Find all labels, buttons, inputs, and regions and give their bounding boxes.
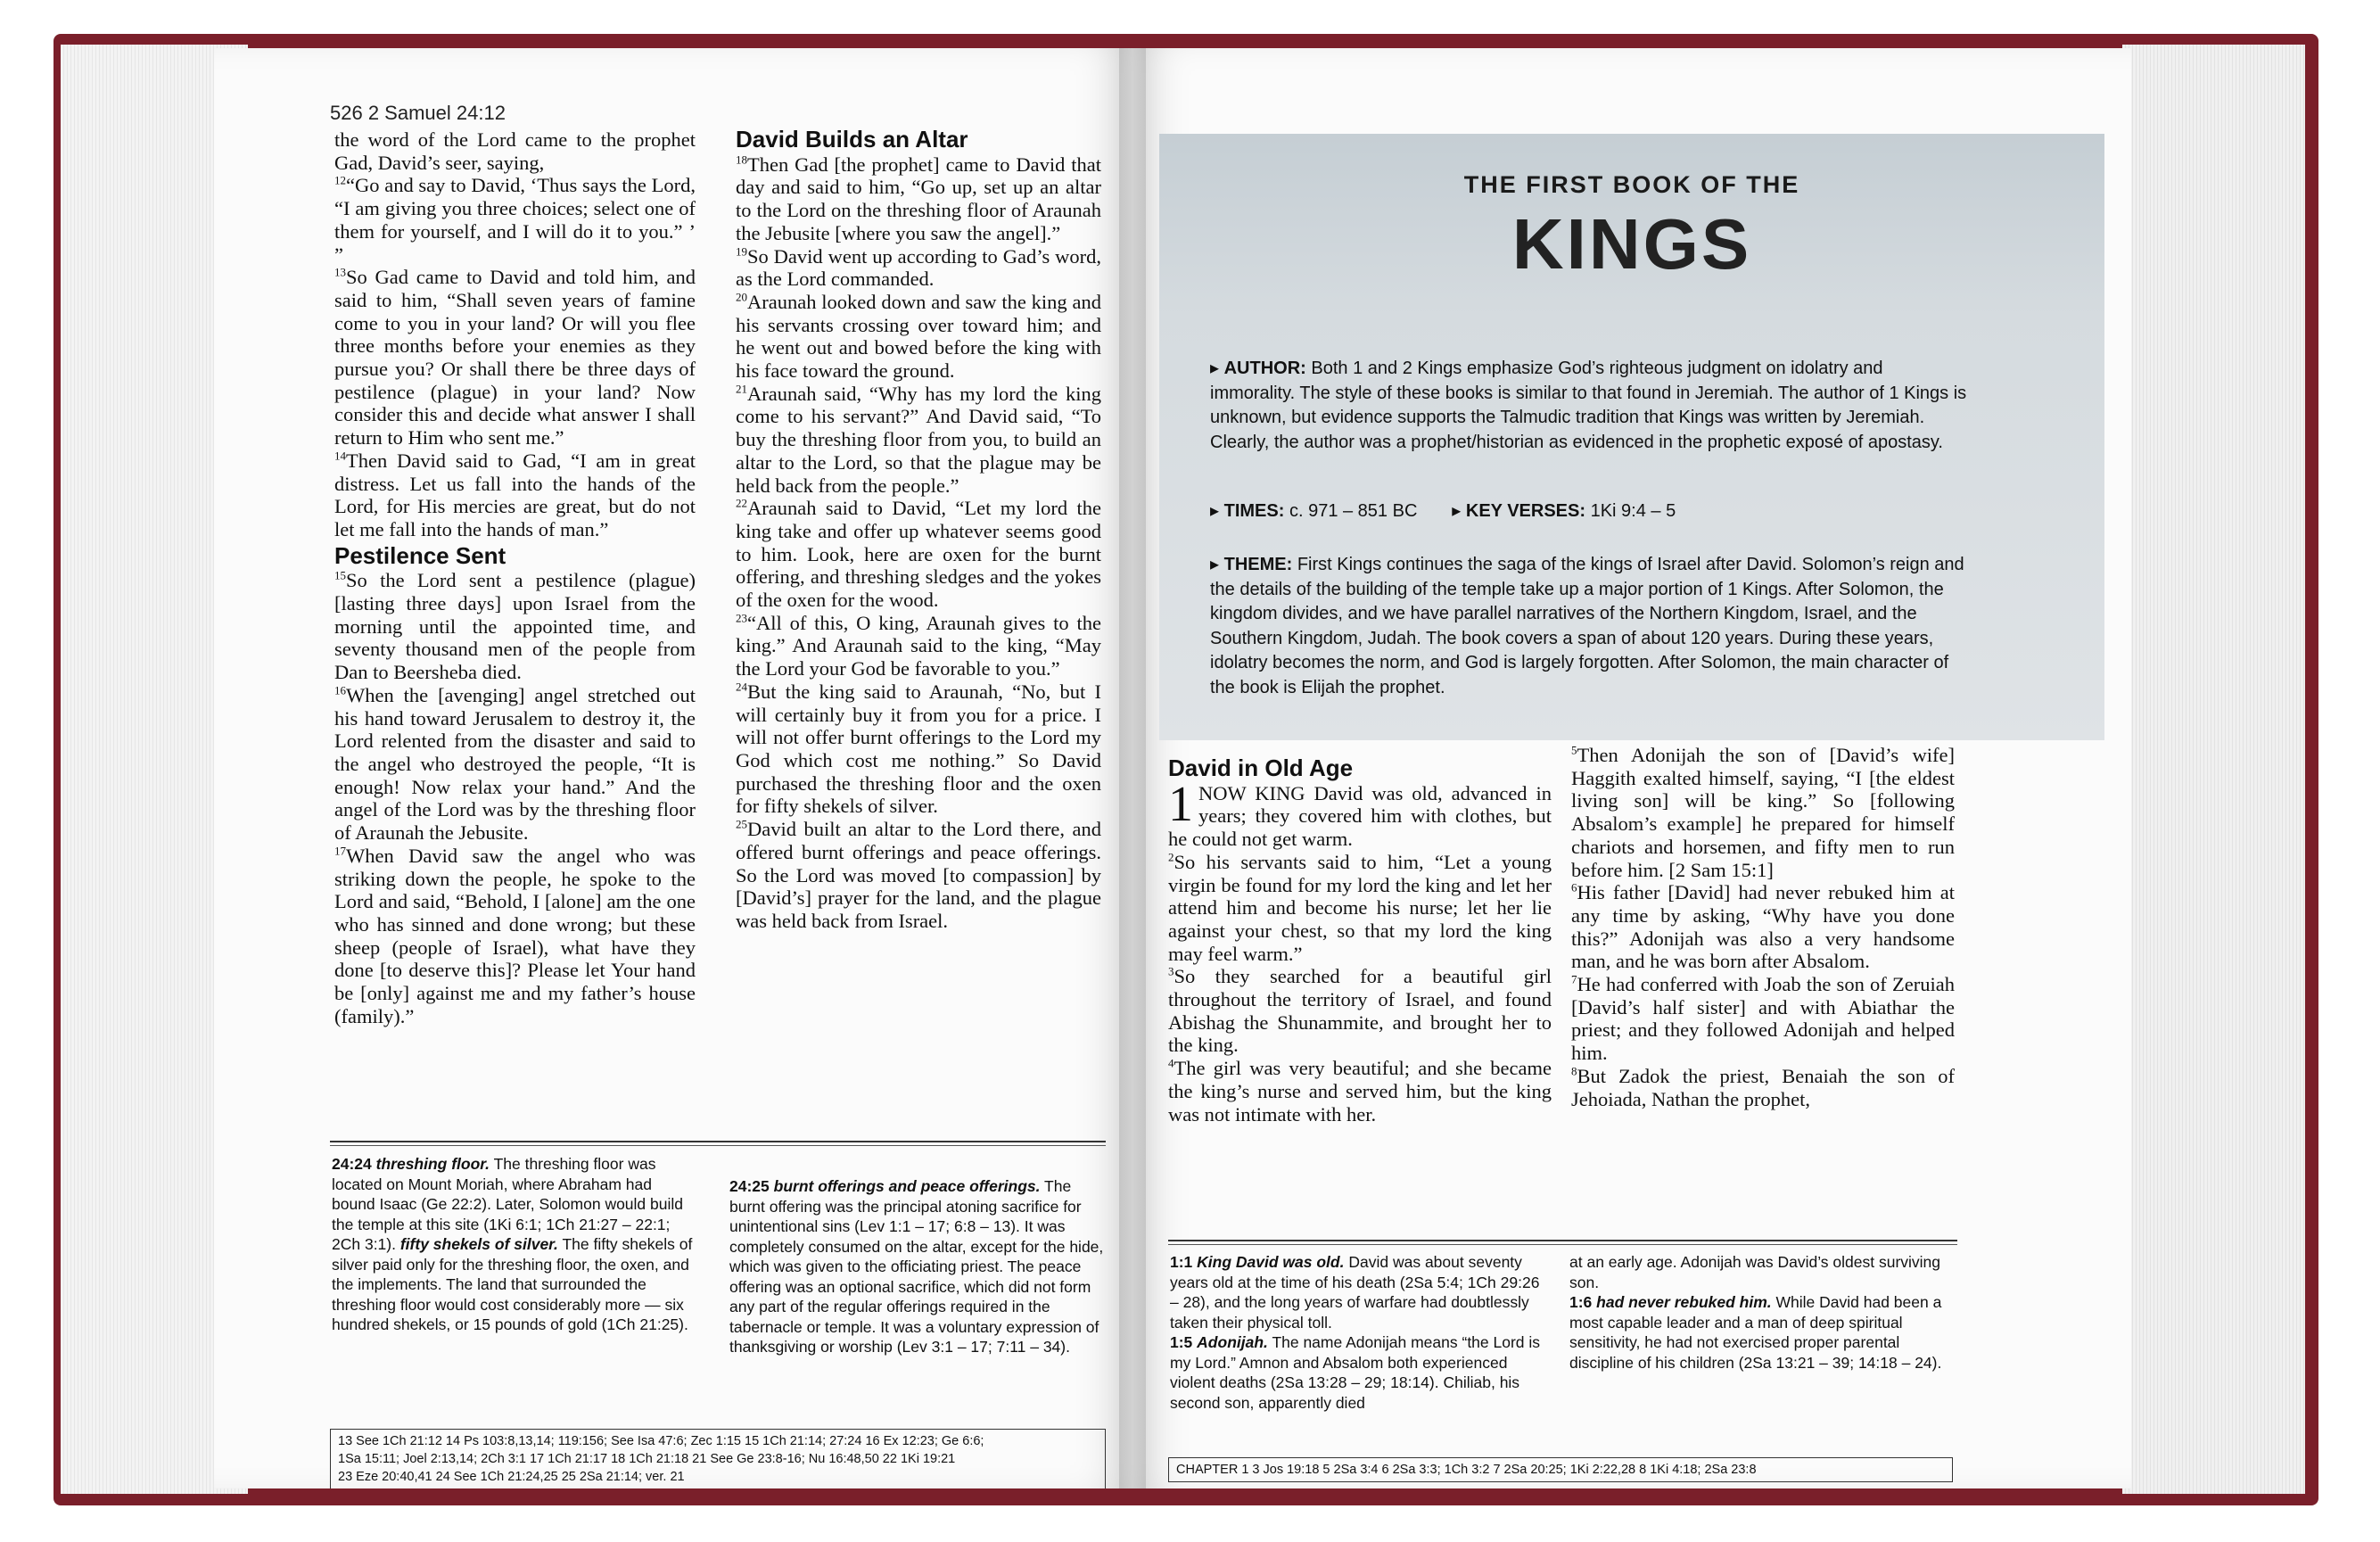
verse-2: $^2$So his servants said to him, “Let a young virgin be found for my lord the king and let her attend him and become his nurse; let her lie against your chest, so that my lord the king may feel warm.” bbox=[1168, 850, 1552, 965]
verse-13: $^{13}$So Gad came to David and told him, and said to him, “Shall seven years of famine come to you in your land? Or will you flee three months before your enemies as they pursue you? Or shall there be three days of pestilence (plague) in your land? Now consider this and decide what answer I shall return to Him who sent me.” bbox=[334, 265, 696, 449]
cross-references: 13 See 1Ch 21:12 14 Ps 103:8,13,14; 119:156; See Isa 47:6; Zec 1:15 15 1Ch 21:14; 27:24 16 Ex 12:23; Ge 6:6; 1Sa 15:11; Joel 2:13,14; 2Ch 3:1 17 1Ch 21:17 18 1Ch 21:18 21 See Ge 23:8-16; Nu 16:48,50 22 1Ki 19:21 23 Eze 20:40,41 24 See 1Ch 21:24,25 25 2Sa 21:14; ver. 21 bbox=[330, 1429, 1106, 1488]
notes-divider-thin bbox=[330, 1145, 1106, 1146]
verse-15: $^{15}$So the Lord sent a pestilence (plague) [lasting three days] upon Israel from the morning until the appointed time, and seventy thousand men of the people from Dan to Beersheba died. bbox=[334, 568, 696, 684]
verse-3: $^3$So they searched for a beautiful girl throughout the territory of Israel, and found Abishag the Shunammite, and brought her to the king. bbox=[1168, 964, 1552, 1057]
verse-6: $^6$His father [David] had never rebuked him at any time by asking, “Why have you done this?” Adonijah was also a very handsome man, and he was born after Absalom. bbox=[1571, 880, 1955, 973]
cross-references: CHAPTER 1 3 Jos 19:18 5 2Sa 3:4 6 2Sa 3:3; 1Ch 3:2 7 2Sa 20:25; 1Ki 2:22,28 8 1Ki 4:18; 2Sa 23:8 bbox=[1168, 1457, 1953, 1482]
book-introduction-box bbox=[1159, 134, 2104, 740]
verse-22: $^{22}$Araunah said to David, “Let my lord the king take and offer up whatever seems good to him. Look, here are oxen for the burnt offering, and threshing sledges and the yokes of the oxen for the wood. bbox=[736, 496, 1101, 612]
verse-7: $^7$He had conferred with Joab the son of Zeruiah [David’s half sister] and with Abiathar the priest; and they followed Adonijah and helped him. bbox=[1571, 972, 1955, 1065]
book-subtitle: THE FIRST BOOK OF THE bbox=[1463, 171, 1800, 198]
verse-1: 1 NOW KING David was old, advanced in years; they covered him with clothes, but he could not get warm. bbox=[1168, 776, 1552, 851]
intro-author: ▸ AUTHOR: Both 1 and 2 Kings emphasize God’s righteous judgment on idolatry and immorality. The style of these books is similar to that found in Jeremiah. The author of 1 Kings is unknown, but evidence supports the Talmudic tradition that Kings was written by Jeremiah. Clearly, the author was a prophet/historian as evidenced in the prophetic exposé of apostasy. bbox=[1210, 359, 1967, 452]
right-column-2 bbox=[1571, 744, 1955, 1110]
section-heading: David Builds an Altar bbox=[736, 126, 968, 153]
intro-theme: ▸ THEME: First Kings continues the saga of the kings of Israel after David. Solomon’s reign and the details of the building of the temple take up a major portion of 1 Kings. After Solomon, the kingdom divides, and we have parallel narratives of the Northern Kingdom, Israel, and the Southern Kingdom, Judah. The book covers a span of about 120 years. During these years, idolatry becomes the norm, and God is largely forgotten. After Solomon, the main character of the book is Elijah the prophet. bbox=[1210, 555, 1964, 697]
left-column-1 bbox=[334, 128, 696, 1027]
verse-24: $^{24}$But the king said to Araunah, “No, but I will certainly buy it from you for a price. I will not offer burnt offerings to the Lord my God which cost me nothing.” So David purchased the threshing floor and the oxen for fifty shekels of silver. bbox=[736, 680, 1101, 818]
verse-25: $^{25}$David built an altar to the Lord there, and offered burnt offerings and peace offerings. So the Lord was moved [to compassion] by [David’s] prayer for the land, and the plague was held back from Israel. bbox=[736, 817, 1101, 932]
left-column-2 bbox=[736, 128, 1101, 933]
verse-20: $^{20}$Araunah looked down and saw the king and his servants crossing over toward him; and he went out and bowed before the king with his face toward the ground. bbox=[736, 290, 1101, 383]
verse-8: $^8$But Zadok the priest, Benaiah the son of Jehoiada, Nathan the prophet, bbox=[1571, 1064, 1955, 1110]
book-gutter bbox=[1119, 48, 1146, 1488]
study-note-24-25: 24:25 burnt offerings and peace offerings. The burnt offering was the principal atoning sacrifice for unintentional sins (Lev 1:1 – 17; 6:8 – 13). It was completely consumed on the altar, except for the hide, which was given to the officiating priest. The peace offering was an optional sacrifice, which did not form any part of the regular offerings required in the tabernacle or temple. It was a voluntary expression of thanksgiving or worship (Lev 3:1 – 17; 7:11 – 34). bbox=[729, 1177, 1104, 1356]
chapter-number: 1 bbox=[1168, 776, 1193, 832]
verse-21: $^{21}$Araunah said, “Why has my lord the king come to his servant?” And David said, “To buy the threshing floor from you, to build an altar to the Lord, so that the plague may be held back from the people.” bbox=[736, 382, 1101, 497]
verse-18: $^{18}$Then Gad [the prophet] came to David that day and said to him, “Go up, set up an altar to the Lord on the threshing floor of Araunah the Jebusite [where you saw the angel].” bbox=[736, 153, 1101, 244]
page-edges-right bbox=[2122, 45, 2305, 1494]
verse-text: the word of the Lord came to the prophet Gad, David’s seer, saying, bbox=[334, 128, 696, 174]
verse-14: $^{14}$Then David said to Gad, “I am in great distress. Let us fall into the hands of the Lord, for His mercies are great, but do not let me fall into the hands of man.” bbox=[334, 449, 696, 540]
notes-divider bbox=[330, 1141, 1106, 1142]
left-page bbox=[214, 48, 1132, 1488]
notes-divider bbox=[1168, 1240, 1957, 1241]
study-note-1-6: at an early age. Adonijah was David’s oldest surviving son. 1:6 had never rebuked him. While David had been a most capable leader and a man of deep spiritual sensitivity, he had not exercised proper parental discipline of his children (2Sa 13:21 – 39; 14:18 – 24). bbox=[1569, 1253, 1942, 1372]
verse-5: $^5$Then Adonijah the son of [David’s wife] Haggith exalted himself, saying, “I [the eldest living son] will be king.” So [following Absalom’s example] he prepared for himself chariots and horsemen, and fifty men to run before him. [2 Sam 15:1] bbox=[1571, 743, 1955, 881]
verse-4: $^4$The girl was very beautiful; and she became the king’s nurse and served him, but the king was not intimate with her. bbox=[1168, 1056, 1552, 1126]
intro-times: ▸ TIMES: c. 971 – 851 BC ▸ KEY VERSES: 1Ki 9:4 – 5 bbox=[1210, 501, 1676, 521]
section-heading: Pestilence Sent bbox=[334, 541, 506, 569]
study-note-24-24: 24:24 threshing floor. The threshing floor was located on Mount Moriah, where Abraham had bound Isaac (Ge 22:2). Later, Solomon would build the temple at this site (1Ki 6:1; 1Ch 21:27 – 22:1; 2Ch 3:1). fifty shekels of silver. The fifty shekels of silver paid only for the threshing floor, the oxen, and the implements. The land that surrounded the threshing floor would cost considerably more — six hundred shekels, or 15 pounds of gold (1Ch 21:25). bbox=[332, 1155, 693, 1333]
running-head: 526 2 Samuel 24:12 bbox=[330, 102, 506, 124]
right-column-1 bbox=[1168, 757, 1552, 1126]
verse-19: $^{19}$So David went up according to Gad’s word, as the Lord commanded. bbox=[736, 244, 1101, 291]
section-heading: David in Old Age bbox=[1168, 755, 1354, 781]
notes-divider-thin bbox=[1168, 1244, 1957, 1245]
study-note-1-1: 1:1 King David was old. David was about seventy years old at the time of his death (2Sa 5:4; 1Ch 29:26 – 28), and the long years of warfare had doubtlessly taken their physical toll. 1:5 Adonijah. The name Adonijah means “the Lord is my Lord.” Amnon and Absalom both experienced violent deaths (2Sa 13:28 – 29; 18:14). Chiliab, his second son, apparently died bbox=[1170, 1253, 1541, 1412]
verse-16: $^{16}$When the [avenging] angel stretched out his hand toward Jerusalem to destroy it, the Lord relented from the disaster and said to the angel who destroyed the people, “It is enough! Now relax your hand.” And the angel of the Lord was by the threshing floor of Araunah the Jebusite. bbox=[334, 683, 696, 845]
verse-23: $^{23}$“All of this, O king, Araunah gives to the king.” And Araunah said to the king, “May the Lord your God be favorable to you.” bbox=[736, 611, 1101, 680]
verse-17: $^{17}$When David saw the angel who was striking down the people, he spoke to the Lord and said, “Behold, I [alone] am the one who has sinned and done wrong; but these sheep (people of Israel), what have they done [to deserve this]? Please let Your hand be [only] against me and my father’s house (family).” bbox=[334, 844, 696, 1027]
book-title: KINGS bbox=[1511, 204, 1752, 284]
right-page bbox=[1132, 48, 2131, 1488]
verse-12: $^{12}$“Go and say to David, ‘Thus says the Lord, “I am giving you three choices; select one of them for yourself, and I will do it to you.” ’ ” bbox=[334, 173, 696, 266]
